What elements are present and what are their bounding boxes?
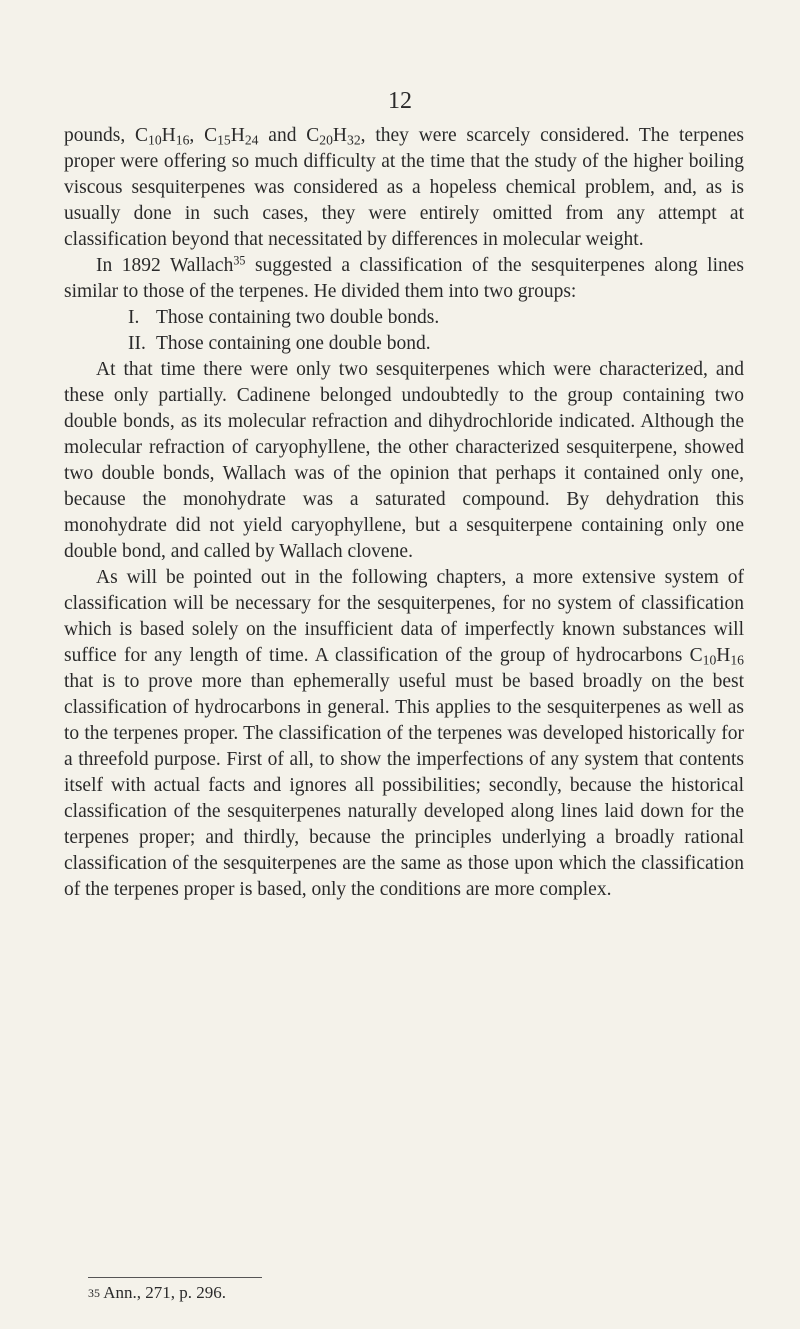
list-item xyxy=(64,331,744,357)
subscript: 32 xyxy=(347,132,361,148)
text-run: Those containing two double bonds. xyxy=(156,307,440,328)
subscript: 20 xyxy=(319,132,333,148)
paragraph xyxy=(64,253,744,305)
footnote-text: Ann., 271, p. 296. xyxy=(103,1283,226,1302)
list-numeral: II. xyxy=(128,333,146,354)
paragraph xyxy=(64,357,744,565)
text-run: In 1892 Wallach xyxy=(96,255,234,276)
subscript: 16 xyxy=(175,132,190,148)
text-run: pounds, C xyxy=(64,125,149,146)
subscript: 10 xyxy=(148,132,162,148)
paragraph xyxy=(64,565,744,903)
text-run: As will be pointed out in the following chapters, a more extensive system of classification will be necessary for the sesquiterpenes, for no system of classification which is based solely on the insufficient data of imperfectly known substances will suffice for any length of time. A classification of the group of hydrocarbons C xyxy=(64,567,744,666)
paragraph xyxy=(64,123,744,253)
list-item xyxy=(64,305,744,331)
text-run: H xyxy=(716,645,731,666)
footnote-reference: 35 xyxy=(233,253,246,268)
footnote xyxy=(88,1282,226,1304)
text-run: At that time there were only two sesquiterpenes which were characterized, and these only partially. Cadinene belonged undoubtedly to the group containing two double bonds, as its molecular refraction and dihydrochloride indicated. Although the molecular refraction of caryophyllene, the other characterized sesquiterpene, showed two double bonds, Wallach was of the opinion that perhaps it contained only one, because the monohydrate was a saturated compound. By dehydration this monohydrate did not yield caryophyllene, but a sesquiterpene containing only one double bond, and called by Wallach clovene. xyxy=(64,359,744,562)
subscript: 16 xyxy=(730,652,744,668)
text-run: H xyxy=(230,125,245,146)
body-text xyxy=(64,123,744,903)
page-number: 12 xyxy=(388,88,412,114)
subscript: 15 xyxy=(217,132,231,148)
text-run: , they were scarcely considered. The terpenes proper were offering so much difficulty at the time that the study of the higher boiling viscous sesquiterpenes was considered as a hopeless chemical problem, and, as is usually done in such cases, they were entirely omitted from any attempt at classification beyond that necessitated by differences in molecular weight. xyxy=(64,125,744,250)
footnote-marker: 35 xyxy=(88,1285,100,1300)
text-run: suggested a classification of the sesquiterpenes along lines similar to those of the terpenes. He divided them into two groups: xyxy=(64,255,744,302)
list-numeral: I. xyxy=(128,307,140,328)
text-run: H xyxy=(332,125,347,146)
subscript: 24 xyxy=(244,132,259,148)
text-run: H xyxy=(161,125,176,146)
text-run: Those containing one double bond. xyxy=(156,333,431,354)
text-run: that is to prove more than ephemerally useful must be based broadly on the best classification of hydrocarbons in general. This applies to the sesquiterpenes as well as to the terpenes proper. The classification of the terpenes was developed historically for a threefold purpose. First of all, to show the imperfections of any system that contents itself with actual facts and ignores all possibilities; secondly, because the historical classification of the sesquiterpenes naturally developed along lines laid down for the terpenes proper; and thirdly, because the principles underlying a broadly rational classification of the sesquiterpenes are the same as those upon which the classification of the terpenes proper is based, only the conditions are more complex. xyxy=(64,671,744,900)
subscript: 10 xyxy=(702,652,717,668)
text-run: and C xyxy=(258,125,320,146)
text-run: , C xyxy=(189,125,218,146)
footnote-divider xyxy=(88,1277,262,1278)
